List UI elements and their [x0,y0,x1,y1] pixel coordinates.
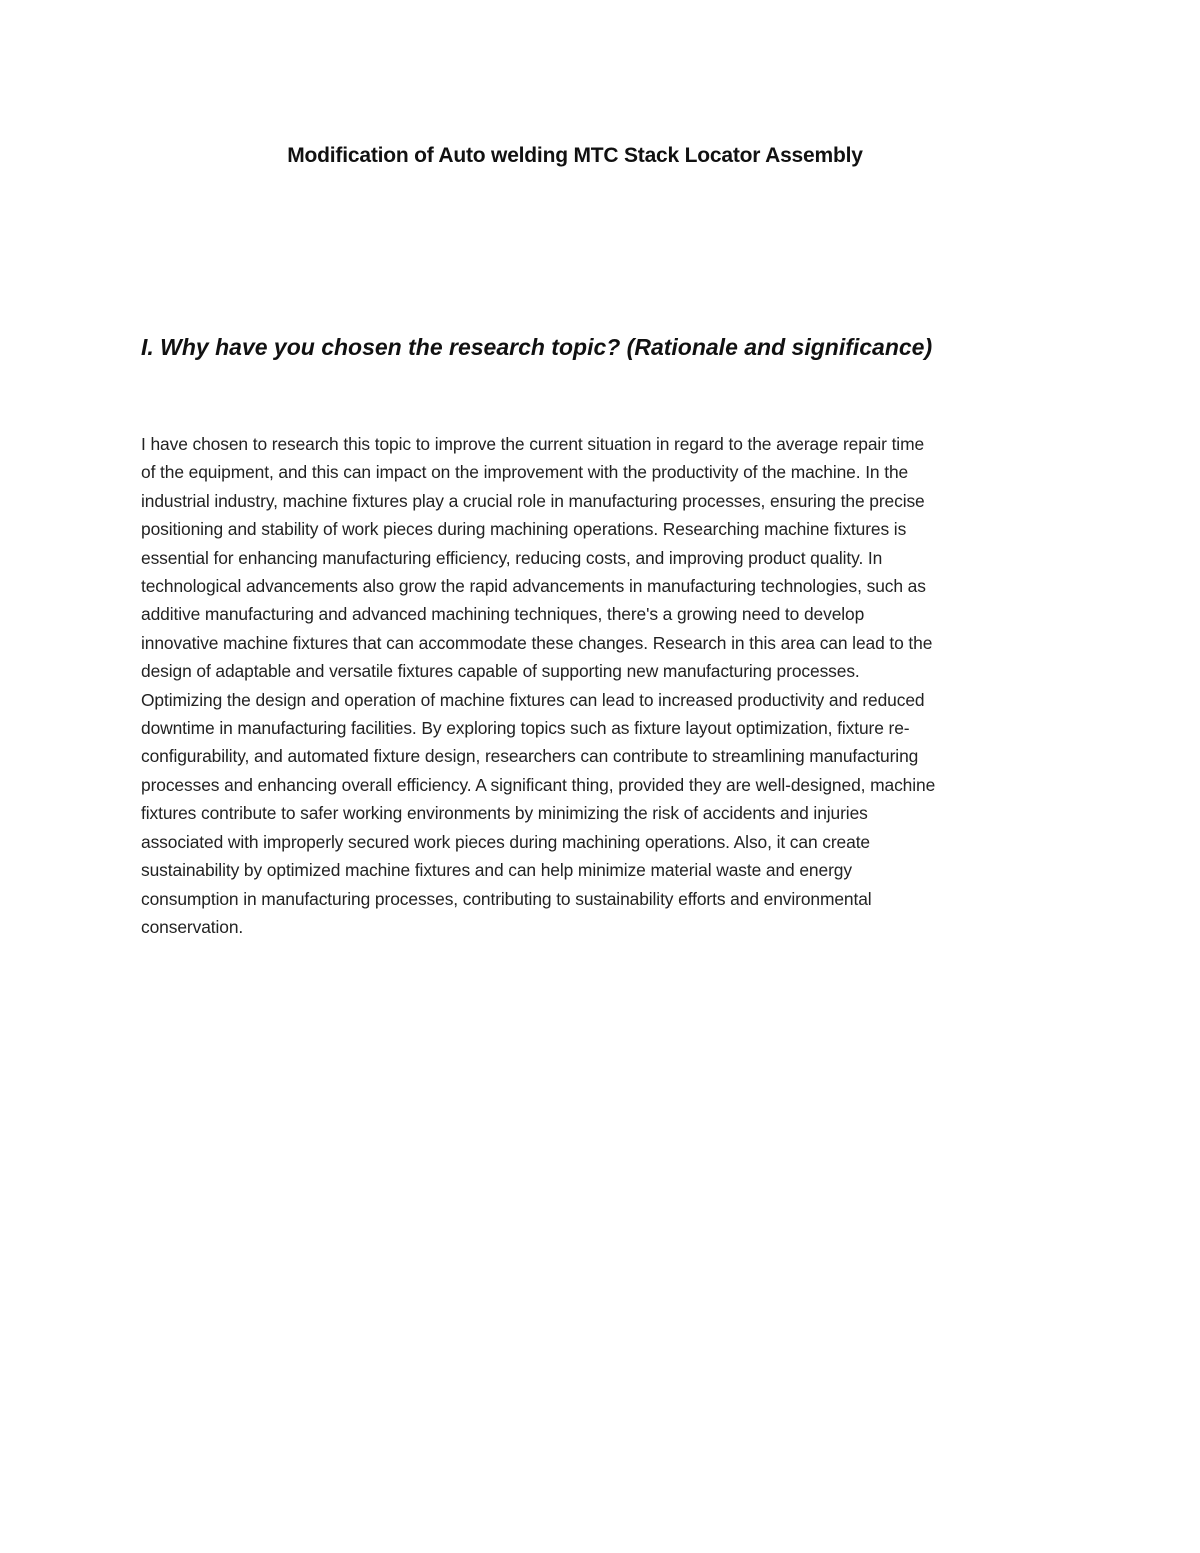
body-line: additive manufacturing and advanced machining techniques, there's a growing need to develop [141,604,865,625]
body-line: positioning and stability of work pieces during machining operations. Researching machine fixtures is [141,519,907,540]
body-line: industrial industry, machine fixtures play a crucial role in manufacturing processes, ensuring the precise [141,490,925,511]
body-line: innovative machine fixtures that can accommodate these changes. Research in this area can lead to the [141,632,933,653]
body-line: associated with improperly secured work pieces during machining operations. Also, it can create [141,831,871,852]
body-line: design of adaptable and versatile fixtures capable of supporting new manufacturing processes. [141,661,860,682]
body-line: processes and enhancing overall efficiency. A significant thing, provided they are well-designed, machine [141,774,936,795]
body-line: fixtures contribute to safer working environments by minimizing the risk of accidents and injuries [141,803,868,824]
body-line: configurability, and automated fixture design, researchers can contribute to streamlining manufacturing [141,746,919,767]
section-body [141,430,1071,941]
body-line: Optimizing the design and operation of machine fixtures can lead to increased productivity and reduced [141,689,925,710]
body-line: technological advancements also grow the rapid advancements in manufacturing technologies, such as [141,576,926,597]
body-line: essential for enhancing manufacturing efficiency, reducing costs, and improving product quality. In [141,547,883,568]
body-line: sustainability by optimized machine fixtures and can help minimize material waste and energy [141,860,852,881]
document-title: Modification of Auto welding MTC Stack Locator Assembly [287,144,863,167]
body-line: of the equipment, and this can impact on the improvement with the productivity of the machine. In the [141,462,909,483]
body-line: consumption in manufacturing processes, contributing to sustainability efforts and environmental [141,888,872,909]
body-line: I have chosen to research this topic to improve the current situation in regard to the average repair time [141,434,925,454]
body-line: downtime in manufacturing facilities. By exploring topics such as fixture layout optimization, fixture re- [141,718,910,739]
section-heading: I. Why have you chosen the research topic? (Rationale and significance) [141,334,933,360]
body-line: conservation. [141,916,244,937]
